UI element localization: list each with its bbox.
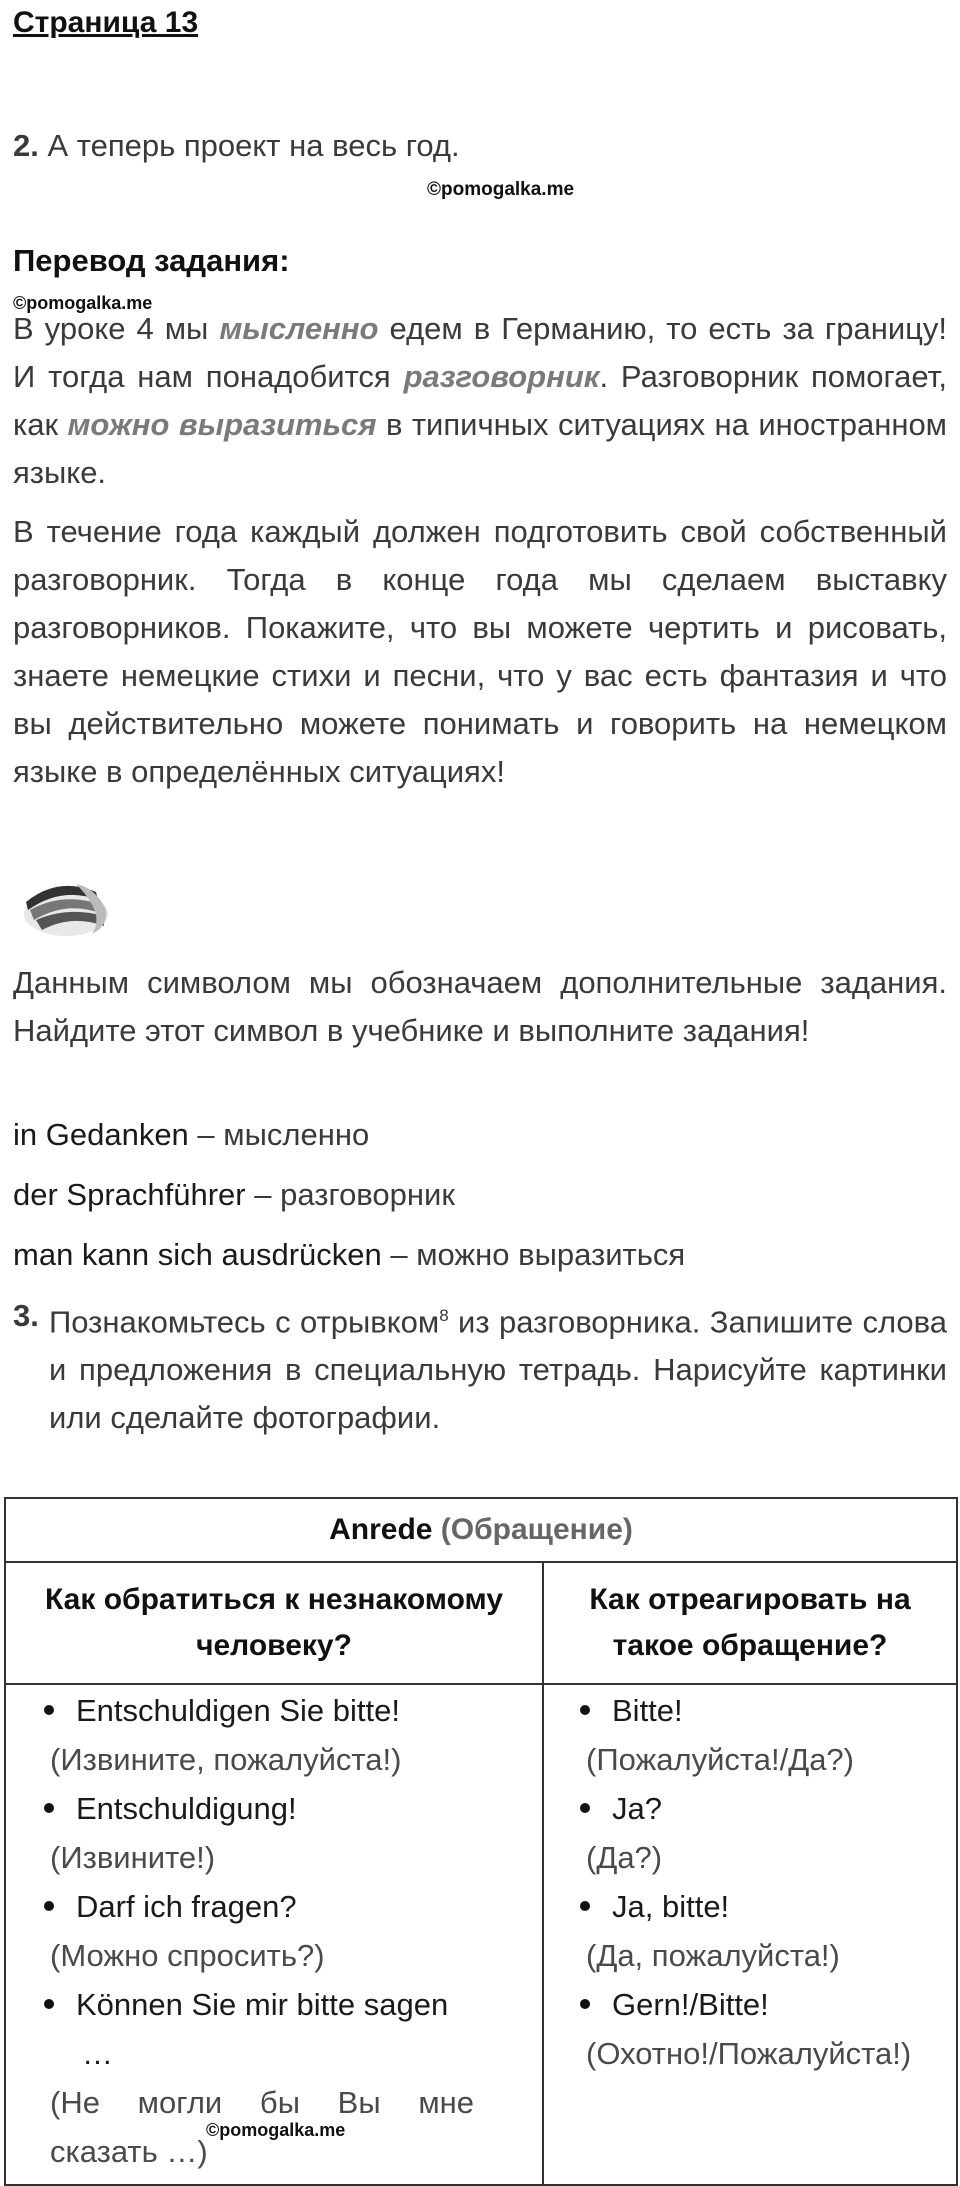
list-item [44, 1791, 297, 1827]
phrase-ru: (Да, пожалуйста!) [586, 1938, 840, 1973]
phrase-ru: (Охотно!/Пожалуйста!) [586, 2036, 912, 2071]
list-item [44, 1693, 400, 1729]
text-run: В уроке 4 мы [13, 311, 220, 346]
task-text: А теперь проект на весь год. [38, 128, 460, 163]
vocab-item [13, 1117, 369, 1153]
text-run: из разговорника. Запишите слова и предложения в специальную тетрадь. Нарисуйте картинки или сделайте фотографии. [49, 1304, 947, 1436]
task-3-text [49, 1292, 947, 1442]
phrase-ru: (Извините!) [50, 1840, 216, 1875]
text-run: . Разговорник помогает, как [13, 359, 948, 442]
paragraph-1 [13, 305, 947, 497]
column-header-1: Как обратиться к незнакомому человеку? [5, 1562, 543, 1684]
column-header-2: Как отреагировать на такое обращение? [543, 1562, 957, 1684]
list-item [580, 1693, 683, 1729]
phrase-de: Bitte! [612, 1693, 683, 1728]
translation-heading: Перевод задания: [13, 243, 290, 278]
phrase-ru: (Можно спросить?) [50, 1938, 325, 1973]
bullet-icon [580, 1901, 590, 1911]
bullet-icon [44, 1901, 54, 1911]
table-title-de: Anrede [329, 1513, 433, 1546]
task-3-number: 3. [13, 1298, 39, 1333]
vocab-de: der Sprachführer [13, 1177, 246, 1212]
bullet-icon [44, 1803, 54, 1813]
watermark: ©pomogalka.me [206, 2120, 346, 2140]
vocab-item [13, 1177, 455, 1213]
column-1-cell [5, 1684, 543, 2185]
bullet-icon [580, 1803, 590, 1813]
list-item [580, 1889, 729, 1925]
phrase-de: Können Sie mir bitte sagen [76, 1987, 449, 2022]
text-run: едем в Германию, то есть за границу! И тогда нам понадобится [13, 311, 948, 394]
bullet-icon [44, 1999, 54, 2009]
phrase-ru: (Извините, пожалуйста!) [50, 1742, 402, 1777]
paragraph-2: В течение года каждый должен подготовить свой собственный разговорник. Тогда в конце года мы сделаем выставку разговорников. Покажите, что вы можете чертить и рисовать, знаете немецкие стихи и песни, что у вас есть фантазия и что вы действительно можете понимать и говорить на немецком языке в определённых ситуациях! [13, 514, 947, 789]
text-run: в типичных ситуациях на иностранном языке. [13, 407, 947, 490]
vocab-de: in Gedanken [13, 1117, 189, 1152]
phrase-ru-cont: сказать …) [50, 2134, 208, 2169]
phrase-de: Ja, bitte! [612, 1889, 730, 1924]
address-table [4, 1497, 958, 2186]
phrase-de: Darf ich fragen? [76, 1889, 297, 1924]
emphasis-text: можно выразиться [67, 407, 377, 442]
phrase-de-cont: … [82, 2036, 113, 2071]
bullet-icon [580, 1705, 590, 1715]
emphasis-text: мысленно [219, 311, 379, 346]
watermark: ©pomogalka.me [13, 293, 153, 313]
column-2-cell [543, 1684, 957, 2185]
list-item [44, 1889, 297, 1925]
phrase-de: Ja? [612, 1791, 662, 1826]
phrase-ru: (Не могли бы Вы мне [50, 2085, 474, 2120]
task-2 [13, 122, 947, 170]
paragraph-3: Данным символом мы обозначаем дополнительные задания. Найдите этот символ в учебнике и выполните задания! [13, 965, 947, 1048]
vocab-ru: – разговорник [245, 1177, 455, 1212]
footnote-mark: 8 [439, 1306, 449, 1325]
vocab-item [13, 1237, 685, 1273]
extra-task-symbol-icon [18, 870, 114, 940]
table-title [5, 1498, 957, 1562]
vocab-ru: – мысленно [188, 1117, 370, 1152]
table-title-ru: (Обращение) [432, 1513, 633, 1546]
bullet-icon [580, 1999, 590, 2009]
task-number: 2. [13, 128, 39, 163]
vocab-ru: – можно выразиться [381, 1237, 686, 1272]
phrase-de: Entschuldigung! [76, 1791, 297, 1826]
list-item [580, 1791, 662, 1827]
phrase-ru: (Да?) [586, 1840, 663, 1875]
phrase-de: Gern!/Bitte! [612, 1987, 769, 2022]
phrase-ru: (Пожалуйста!/Да?) [586, 1742, 854, 1777]
list-item [580, 1987, 769, 2023]
emphasis-text: разговорник [403, 359, 600, 394]
text-run: Познакомьтесь с отрывком [49, 1304, 440, 1340]
watermark: ©pomogalka.me [427, 179, 575, 200]
list-item [44, 1987, 448, 2023]
phrase-de: Entschuldigen Sie bitte! [76, 1693, 400, 1728]
bullet-icon [44, 1705, 54, 1715]
page-title: Страница 13 [13, 6, 199, 39]
vocab-de: man kann sich ausdrücken [13, 1237, 382, 1272]
